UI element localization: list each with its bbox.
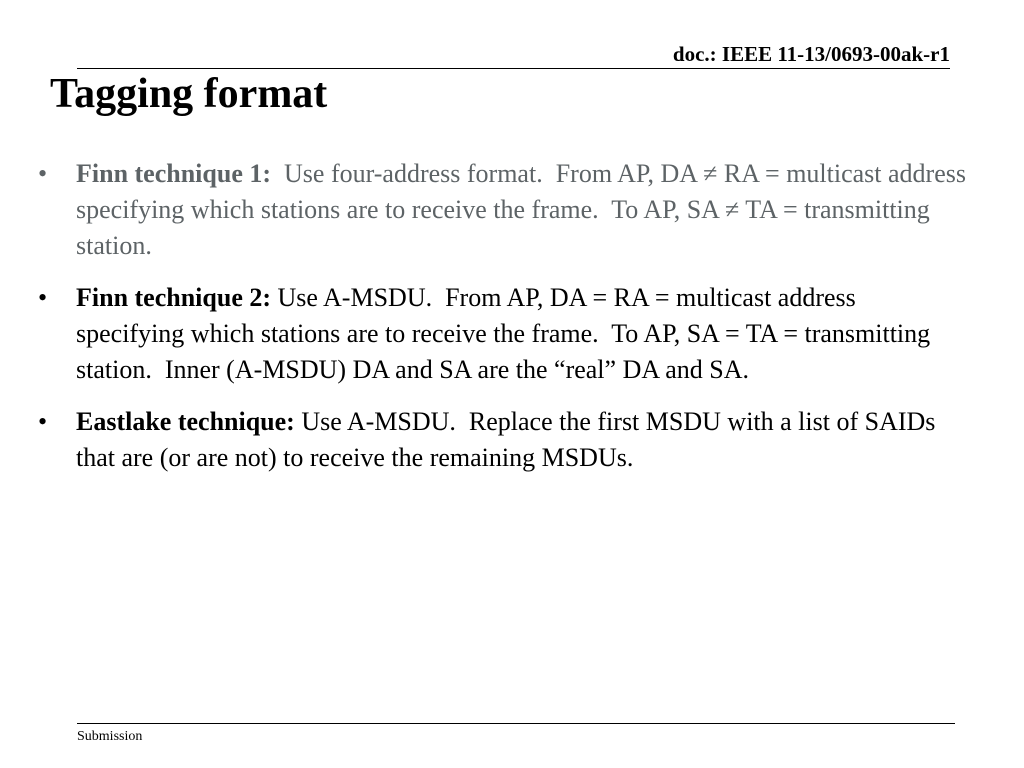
bullet-eastlake-technique [38,404,968,476]
footer-submission-label: Submission [77,729,143,744]
bullet-list [38,156,973,492]
bullet-text: Use four-address format. From AP, DA ≠ RA = multicast address specifying which stations are to receive the frame. To AP, SA ≠ TA = transmitting station. [76,159,973,260]
header-rule [77,68,950,69]
bullet-finn-technique-1 [38,156,973,264]
bullet-marker: • [38,407,48,436]
bullet-finn-technique-2 [38,280,968,388]
bullet-lead: Finn technique 1: [76,159,272,188]
bullet-lead: Finn technique 2: [76,283,272,312]
bullet-marker: • [38,283,48,312]
slide-title: Tagging format [50,71,328,117]
bullet-text: Use A-MSDU. From AP, DA = RA = multicast address specifying which stations are to receive the frame. To AP, SA = TA = transmitting station. Inner (A-MSDU) DA and SA are the “real” DA and SA. [76,283,937,384]
footer-rule [77,723,955,724]
document-id: doc.: IEEE 11-13/0693-00ak-r1 [672,42,950,66]
bullet-text: Use A-MSDU. Replace the first MSDU with a list of SAIDs that are (or are not) to receive the remaining MSDUs. [76,407,942,472]
bullet-marker: • [38,159,48,188]
bullet-lead: Eastlake technique: [76,407,295,436]
